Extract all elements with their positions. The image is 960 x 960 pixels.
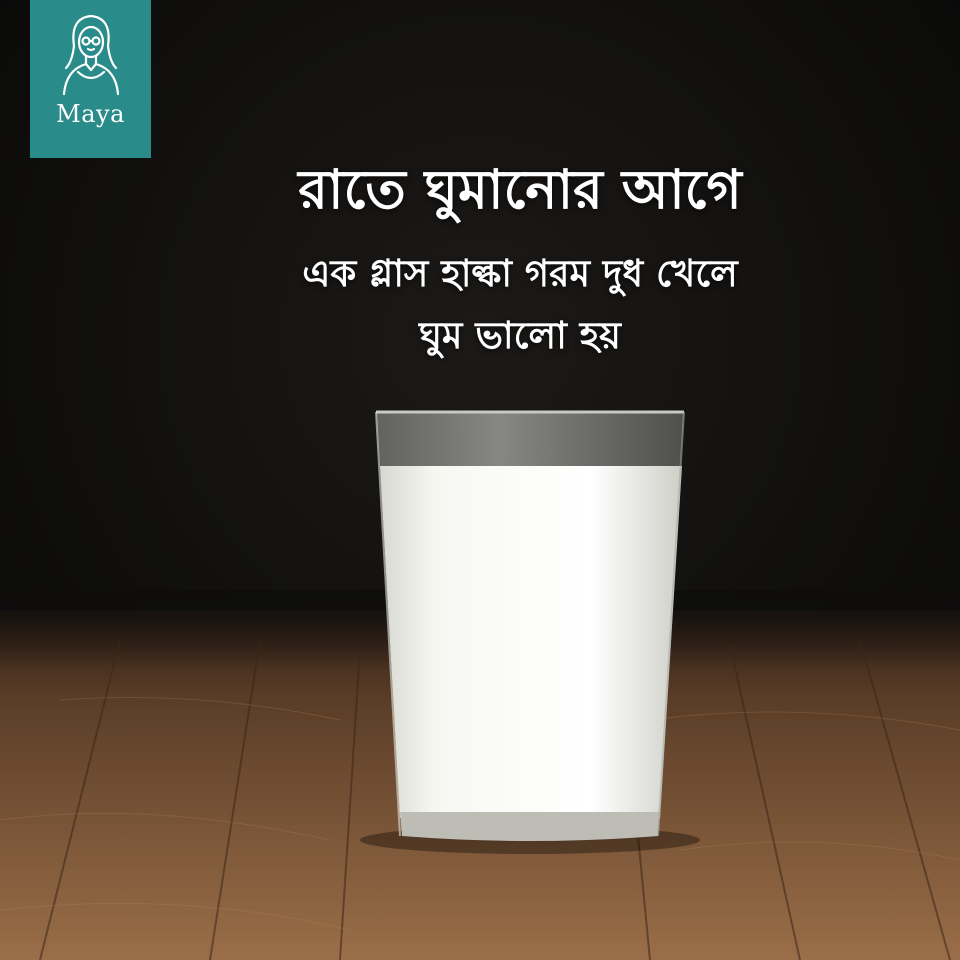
headline-line-1: রাতে ঘুমানোর আগে	[298, 158, 742, 221]
brand-logo	[30, 0, 151, 158]
brand-name: Maya	[56, 100, 125, 128]
woman-avatar-icon	[56, 8, 126, 98]
headline-line-2: এক গ্লাস হাল্কা গরম দুধ খেলে	[302, 252, 738, 295]
headline-line-3: ঘুম ভালো হয়	[419, 314, 621, 357]
